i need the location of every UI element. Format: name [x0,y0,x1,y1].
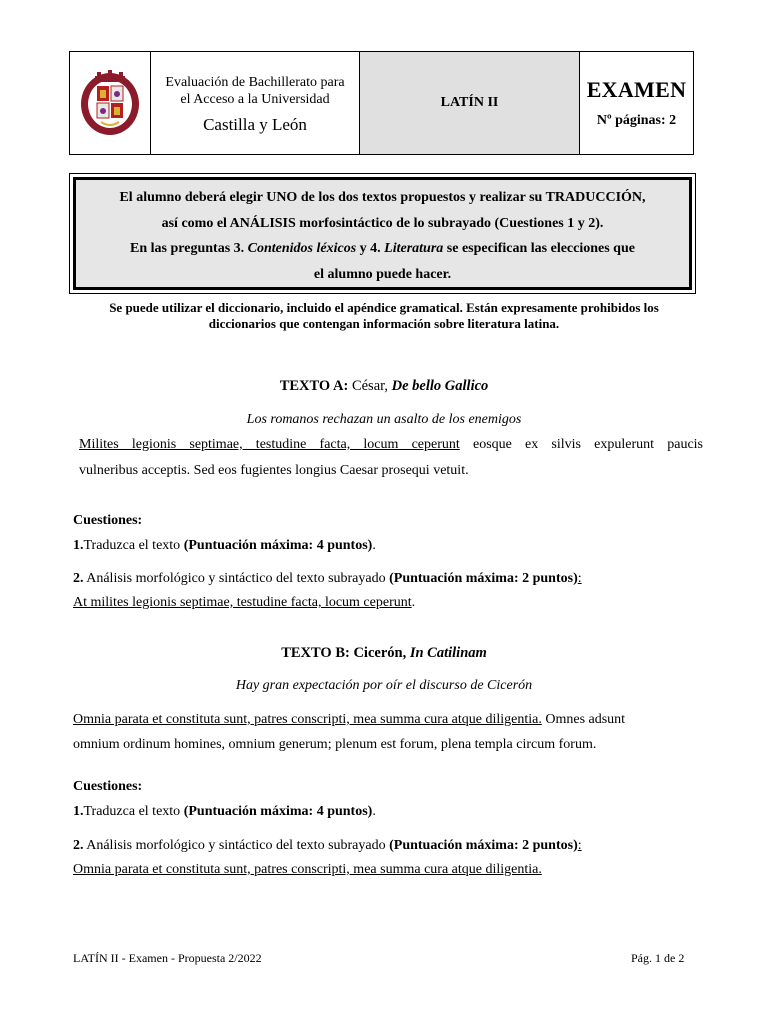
exam-label: EXAMEN [586,77,687,102]
text-b-underlined: Omnia parata et constituta sunt, patres conscripti, mea summa cura atque diligentia. [73,712,542,727]
footer-page-number: Pág. 1 de 2 [631,951,685,965]
text-a-q2-end: : [577,571,582,586]
text-a-question-2 [73,571,582,587]
institution-line2: el Acceso a la Universidad [180,91,330,107]
instructions-line3-c: y 4. [356,241,385,256]
subject-name: LATÍN II [440,95,499,110]
text-a-body-line2: vulneribus acceptis. Sed eos fugientes longius Caesar prosequi vetuit. [79,463,469,478]
text-b-q2-num: 2. [73,838,84,853]
text-a-author: César, [348,378,392,394]
text-b-body-line1 [73,712,625,728]
text-b-q2-points: (Puntuación máxima: 2 puntos) [389,838,578,853]
text-a-q1-end: . [372,538,376,553]
text-b-work: In Catilinam [409,645,487,661]
institution-line1: Evaluación de Bachillerato para [165,74,345,90]
instructions-line3-b: Contenidos léxicos [247,241,357,256]
text-a-q2-num: 2. [73,571,84,586]
text-a-subtitle: Los romanos rechazan un asalto de los enemigos [246,412,522,427]
text-b-question-2 [73,838,582,854]
text-a-q2-sentence-end: . [411,595,416,610]
text-a-q2-text: Análisis morfológico y sintáctico del texto subrayado [83,571,390,586]
text-b-q2-sentence: Omnia parata et constituta sunt, patres conscripti, mea summa cura atque diligentia. [73,862,542,877]
text-b-question-1 [73,804,376,820]
logo-cell [70,52,151,154]
text-b-q1-end: . [372,804,376,819]
text-b-q1-text: Traduzca el texto [83,804,184,819]
institution-cell [151,52,360,154]
text-a-q2-sentence-line [73,595,415,611]
instructions-line3-d: Literatura [384,241,444,256]
dictionary-note [60,300,708,332]
dictionary-note-line1: Se puede utilizar el diccionario, incluido el apéndice gramatical. Están expresamente prohibidos los [109,300,659,315]
text-a-question-1 [73,538,376,554]
text-b-q1-points: (Puntuación máxima: 4 puntos) [183,804,373,819]
instructions-line2: así como el ANÁLISIS morfosintáctico de lo subrayado (Cuestiones 1 y 2). [161,215,604,231]
text-b-questions-label: Cuestiones: [73,779,143,794]
text-a-q1-num: 1. [73,538,84,553]
text-a-heading [0,378,768,395]
exam-cell [580,52,693,154]
instructions-line3 [76,236,689,262]
text-b-author: Cicerón, [349,645,410,661]
text-a-underlined: Milites legionis septimae, testudine facta, locum ceperunt [79,437,460,452]
text-a-body-rest: eosque ex silvis expulerunt paucis [459,437,704,452]
text-b-q2-text: Análisis morfológico y sintáctico del texto subrayado [83,838,390,853]
text-b-subtitle: Hay gran expectación por oír el discurso de Cicerón [235,678,533,693]
footer-left: LATÍN II - Examen - Propuesta 2/2022 [73,951,262,965]
text-b-body-line2: omnium ordinum homines, omnium generum; plenum est forum, plena templa circum forum. [73,737,597,752]
instructions-line1: El alumno deberá elegir UNO de los dos textos propuestos y realizar su TRADUCCIÓN, [119,190,646,205]
subject-cell [360,52,580,154]
exam-header [69,51,694,155]
text-b-q1-num: 1. [73,804,84,819]
instructions-line3-a: En las preguntas 3. [130,241,248,256]
page-count: Nº páginas: 2 [596,113,677,128]
text-b-heading [0,645,768,662]
text-a-questions-label: Cuestiones: [73,513,143,528]
text-b-q2-sentence-line [73,862,542,878]
text-a-body-line1 [79,437,703,453]
instructions-line3-e: se especifican las elecciones que [443,241,635,256]
instructions-inner [73,177,692,290]
text-b-q2-end: : [577,838,582,853]
text-a-work: De bello Gallico [391,378,489,394]
text-a-q1-points: (Puntuación máxima: 4 puntos) [183,538,373,553]
university-crest-icon [79,68,141,138]
text-a-heading-label: TEXTO A: [279,378,349,394]
text-a-q1-text: Traduzca el texto [83,538,184,553]
text-a-q2-points: (Puntuación máxima: 2 puntos) [389,571,578,586]
dictionary-note-line2: diccionarios que contengan información sobre literatura latina. [208,316,560,331]
region-name: Castilla y León [203,114,307,134]
text-a-q2-sentence: At milites legionis septimae, testudine facta, locum ceperunt [73,595,412,610]
instructions-line4: el alumno puede hacer. [313,266,452,282]
instructions-box [69,173,696,294]
text-b-heading-label: TEXTO B: [281,645,350,661]
text-b-body-rest: Omnes adsunt [541,712,626,727]
